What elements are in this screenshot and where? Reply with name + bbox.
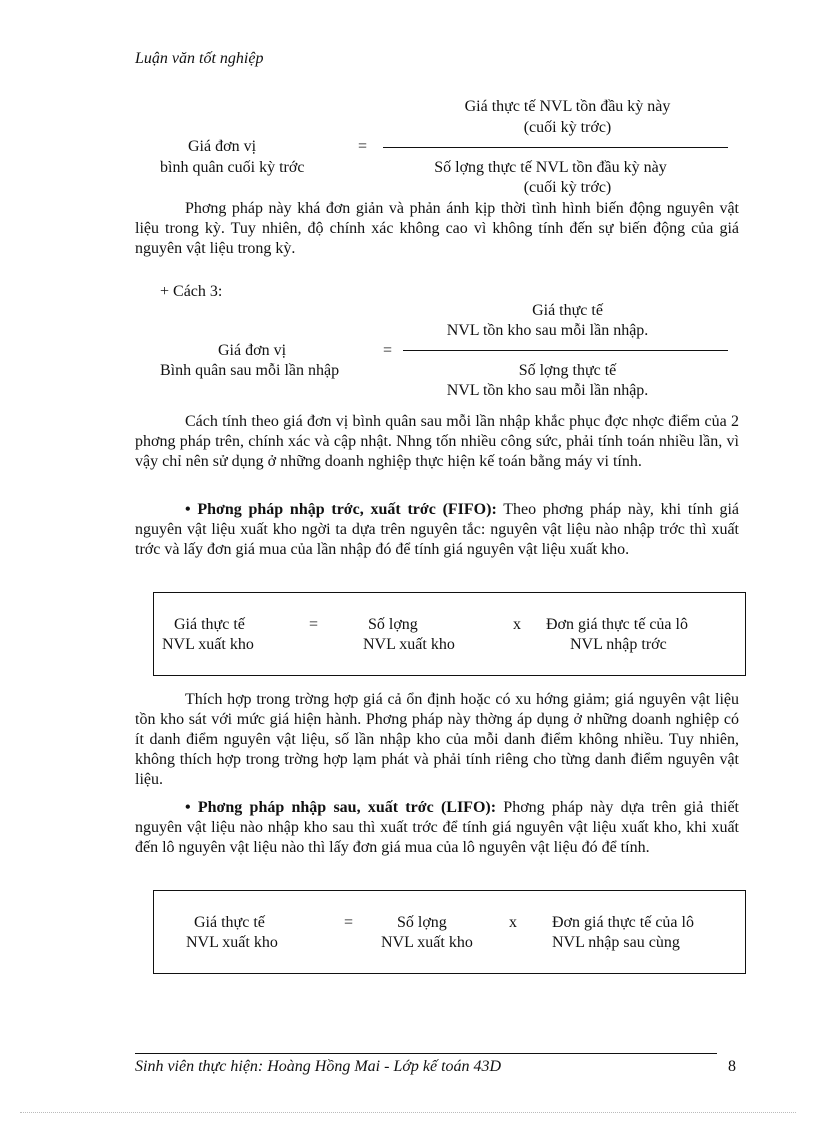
box-term-c1: Đơn giá thực tế của lô [552, 914, 694, 931]
box-term-c2: NVL nhập trớc [570, 636, 667, 653]
lifo-text: Phơng pháp này dựa trên giả thiết nguyên vật liệu nào nhập kho sau thì xuất trớc để tính giá nguyên vật liệu xuất kho, khi xuất đến lô nguyên vật liệu nào thì lấy đơn giá mua của lô nguyên vật liệu đó để tính. [135, 799, 740, 856]
box-term-a2: NVL xuất kho [162, 636, 254, 653]
box-term-a1: Giá thực tế [194, 914, 265, 931]
box-term-b1: Số lợng [397, 914, 447, 931]
box-term-c1: Đơn giá thực tế của lô [546, 616, 688, 633]
lifo-title: Phơng pháp nhập sau, xuất trớc (LIFO): [197, 799, 497, 816]
footer-rule [135, 1053, 717, 1054]
fifo-formula-box [153, 592, 746, 676]
equals-sign: = [358, 138, 368, 155]
equals-sign: = [383, 342, 393, 359]
box-term-b1: Số lợng [368, 616, 418, 633]
equals-sign: = [309, 616, 319, 633]
numerator-line2: NVL tồn kho sau mỗi lần nhập. [446, 322, 649, 339]
box-term-b2: NVL xuất kho [363, 636, 455, 653]
running-footer: Sinh viên thực hiện: Hoàng Hồng Mai - Lớp kế toán 43D [135, 1058, 502, 1075]
lhs-line1: Giá đơn vị [188, 138, 257, 155]
paragraph-method3-evaluation: Cách tính theo giá đơn vị bình quân sau mỗi lần nhập khắc phục đợc nhợc điểm của 2 phơng pháp trên, chính xác và cập nhật. Nhng tốn nhiều công sức, phải tính toán nhiều lần, vì vậy chỉ nên sử dụng ở những doanh nghiệp thực hiện kế toán bằng máy vi tính. [135, 413, 739, 470]
page-number: 8 [728, 1058, 736, 1075]
paragraph-fifo [135, 500, 739, 560]
fraction-bar [383, 147, 728, 148]
box-term-c2: NVL nhập sau cùng [552, 934, 680, 951]
box-term-b2: NVL xuất kho [381, 934, 473, 951]
lhs-line2: Bình quân sau mỗi lần nhập [160, 362, 340, 379]
numerator-line2: (cuối kỳ trớc) [523, 119, 612, 136]
bullet-icon: • [185, 799, 191, 816]
box-term-a2: NVL xuất kho [186, 934, 278, 951]
multiply-sign: x [509, 914, 517, 931]
page-bottom-divider [20, 1112, 796, 1113]
numerator-line1: Giá thực tế NVL tồn đầu kỳ này [464, 98, 671, 115]
running-header: Luận văn tốt nghiệp [135, 50, 264, 67]
numerator-line1: Giá thực tế [532, 302, 603, 319]
denominator-line2: NVL tồn kho sau mỗi lần nhập. [446, 382, 649, 399]
lhs-line2: bình quân cuối kỳ trớc [160, 159, 305, 176]
denominator-line2: (cuối kỳ trớc) [523, 179, 612, 196]
multiply-sign: x [513, 616, 521, 633]
paragraph-fifo-evaluation: Thích hợp trong trờng hợp giá cả ổn định hoặc có xu hớng giảm; giá nguyên vật liệu tồn kho sát với mức giá hiện hành. Phơng pháp này thờng áp dụng ở những doanh nghiệp có ít danh điểm nguyên vật liệu, số lần nhập kho của mỗi danh điểm không nhiều. Tuy nhiên, không thích hợp trong trờng hợp lạm phát và phải tính riêng cho từng danh điểm nguyên vật liệu. [135, 691, 739, 788]
method3-label: + Cách 3: [160, 283, 223, 300]
denominator-line1: Số lợng thực tế [518, 362, 617, 379]
fifo-title: Phơng pháp nhập trớc, xuất trớc (FIFO): [197, 501, 497, 518]
fraction-bar [403, 350, 728, 351]
lifo-formula-box [153, 890, 746, 974]
paragraph-lifo [135, 798, 739, 858]
paragraph-method2-evaluation: Phơng pháp này khá đơn giản và phản ánh kịp thời tình hình biến động nguyên vật liệu trong kỳ. Tuy nhiên, độ chính xác không cao vì không tính đến sự biến động của giá nguyên vật liệu trong kỳ. [135, 200, 739, 257]
equals-sign: = [344, 914, 354, 931]
fifo-text: Theo phơng pháp này, khi tính giá nguyên vật liệu xuất kho ngời ta dựa trên nguyên tắc: nguyên vật liệu nào nhập trớc thì xuất trớc và lấy đơn giá mua của lần nhập đó để tính giá nguyên vật liệu xuất kho. [135, 501, 740, 558]
denominator-line1: Số lợng thực tế NVL tồn đầu kỳ này [434, 159, 667, 176]
box-term-a1: Giá thực tế [174, 616, 245, 633]
lhs-line1: Giá đơn vị [218, 342, 287, 359]
bullet-icon: • [185, 501, 191, 518]
